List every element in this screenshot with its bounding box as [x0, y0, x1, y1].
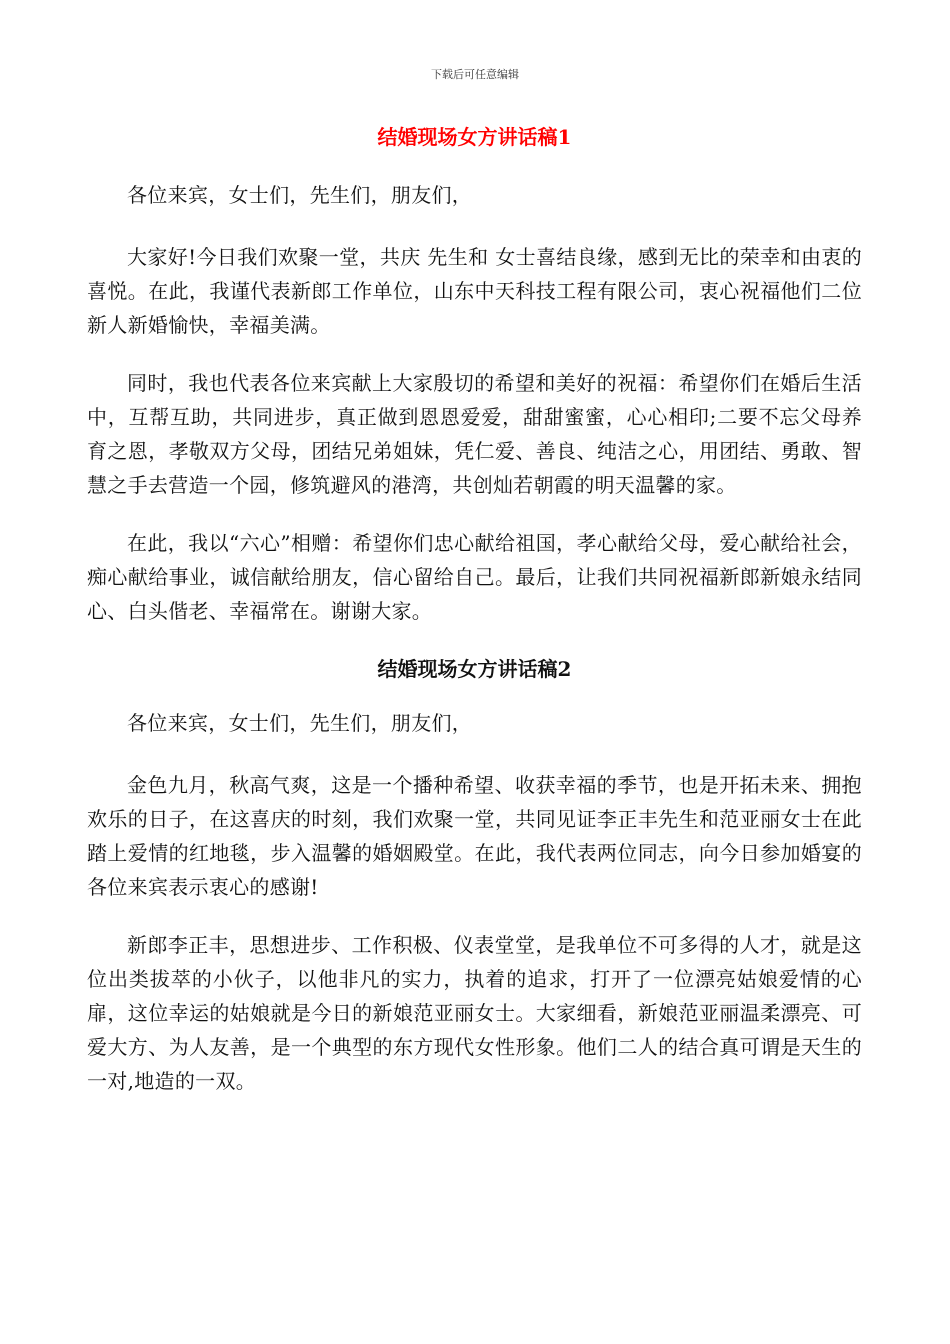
section-2-paragraph-2: 新郎李正丰，思想进步、工作积极、仪表堂堂，是我单位不可多得的人才，就是这位出类拔萃的小伙子，以他非凡的实力，执着的追求，打开了一位漂亮姑娘爱情的心扉，这位幸运的姑娘就是今日的新娘范亚丽女士。大家细看，新娘范亚丽温柔漂亮、可爱大方、为人友善，是一个典型的东方现代女性形象。他们二人的结合真可谓是天生的一对,地造的一双。: [87, 933, 862, 1093]
section-1-paragraph-3: 在此，我以“六心”相赠：希望你们忠心献给祖国，孝心献给父母，爱心献给社会，痴心献给事业，诚信献给朋友，信心留给自己。最后，让我们共同祝福新郎新娘永结同心、白头偕老、幸福常在。谢谢大家。: [87, 531, 862, 623]
section-1-greeting: 各位来宾，女士们，先生们，朋友们，: [127, 183, 473, 207]
page-header-note: 下载后可任意编辑: [431, 68, 519, 81]
section-2-paragraph-1: 金色九月，秋高气爽，这是一个播种希望、收获幸福的季节，也是开拓未来、拥抱欢乐的日子，在这喜庆的时刻，我们欢聚一堂，共同见证李正丰先生和范亚丽女士在此踏上爱情的红地毯，步入温馨的婚姻殿堂。在此，我代表两位同志，向今日参加婚宴的各位来宾表示衷心的感谢!: [87, 773, 862, 899]
section-1-paragraph-1: 大家好!今日我们欢聚一堂，共庆 先生和 女士喜结良缘，感到无比的荣幸和由衷的喜悦。在此，我谨代表新郎工作单位，山东中天科技工程有限公司，衷心祝福他们二位新人新婚愉快，幸福美满。: [87, 245, 862, 337]
document-body: [87, 120, 862, 1122]
section-2-title: 结婚现场女方讲话稿2: [377, 657, 572, 681]
section-2-greeting: 各位来宾，女士们，先生们，朋友们，: [127, 711, 473, 735]
section-1-paragraph-2: 同时，我也代表各位来宾献上大家殷切的希望和美好的祝福：希望你们在婚后生活中，互帮互助，共同进步，真正做到恩恩爱爱，甜甜蜜蜜，心心相印;二要不忘父母养育之恩，孝敬双方父母，团结兄弟姐妹，凭仁爱、善良、纯洁之心，用团结、勇敢、智慧之手去营造一个园，修筑避风的港湾，共创灿若朝霞的明天温馨的家。: [87, 371, 862, 497]
section-1-title: 结婚现场女方讲话稿1: [377, 125, 572, 149]
